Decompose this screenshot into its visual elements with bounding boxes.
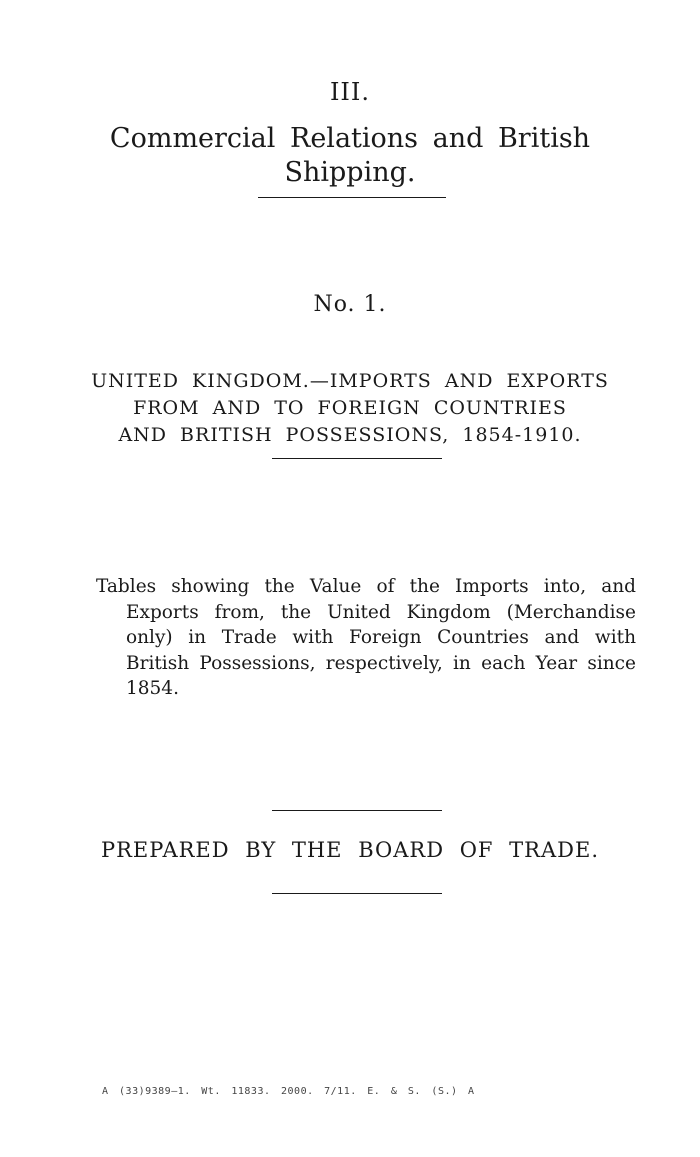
subtitle-line-3: AND BRITISH POSSESSIONS, 1854-1910. xyxy=(118,424,582,446)
document-title xyxy=(0,122,700,190)
prepared-by-line: PREPARED BY THE BOARD OF TRADE. xyxy=(100,838,600,862)
subtitle-line-1: UNITED KINGDOM.—IMPORTS AND EXPORTS xyxy=(91,370,609,392)
divider-rule-4 xyxy=(272,893,442,894)
section-number: III. xyxy=(329,78,371,106)
divider-rule-3 xyxy=(272,810,442,811)
title-line-2: Shipping. xyxy=(284,157,416,188)
description-paragraph: Tables showing the Value of the Imports into, and Exports from, the United Kingdom (Merchandise only) in Trade with Foreign Countries and with British Possessions, respectively, in each Year since 1854. xyxy=(96,576,636,699)
document-number: No. 1. xyxy=(313,292,387,317)
printer-imprint: A (33)9389—1. Wt. 11833. 2000. 7/11. E. & S. (S.) A xyxy=(102,1086,475,1097)
subtitle-line-2: FROM AND TO FOREIGN COUNTRIES xyxy=(133,397,567,419)
title-line-1: Commercial Relations and British xyxy=(109,123,591,154)
document-subtitle xyxy=(0,368,700,449)
divider-rule-1 xyxy=(258,197,446,198)
divider-rule-2 xyxy=(272,458,442,459)
